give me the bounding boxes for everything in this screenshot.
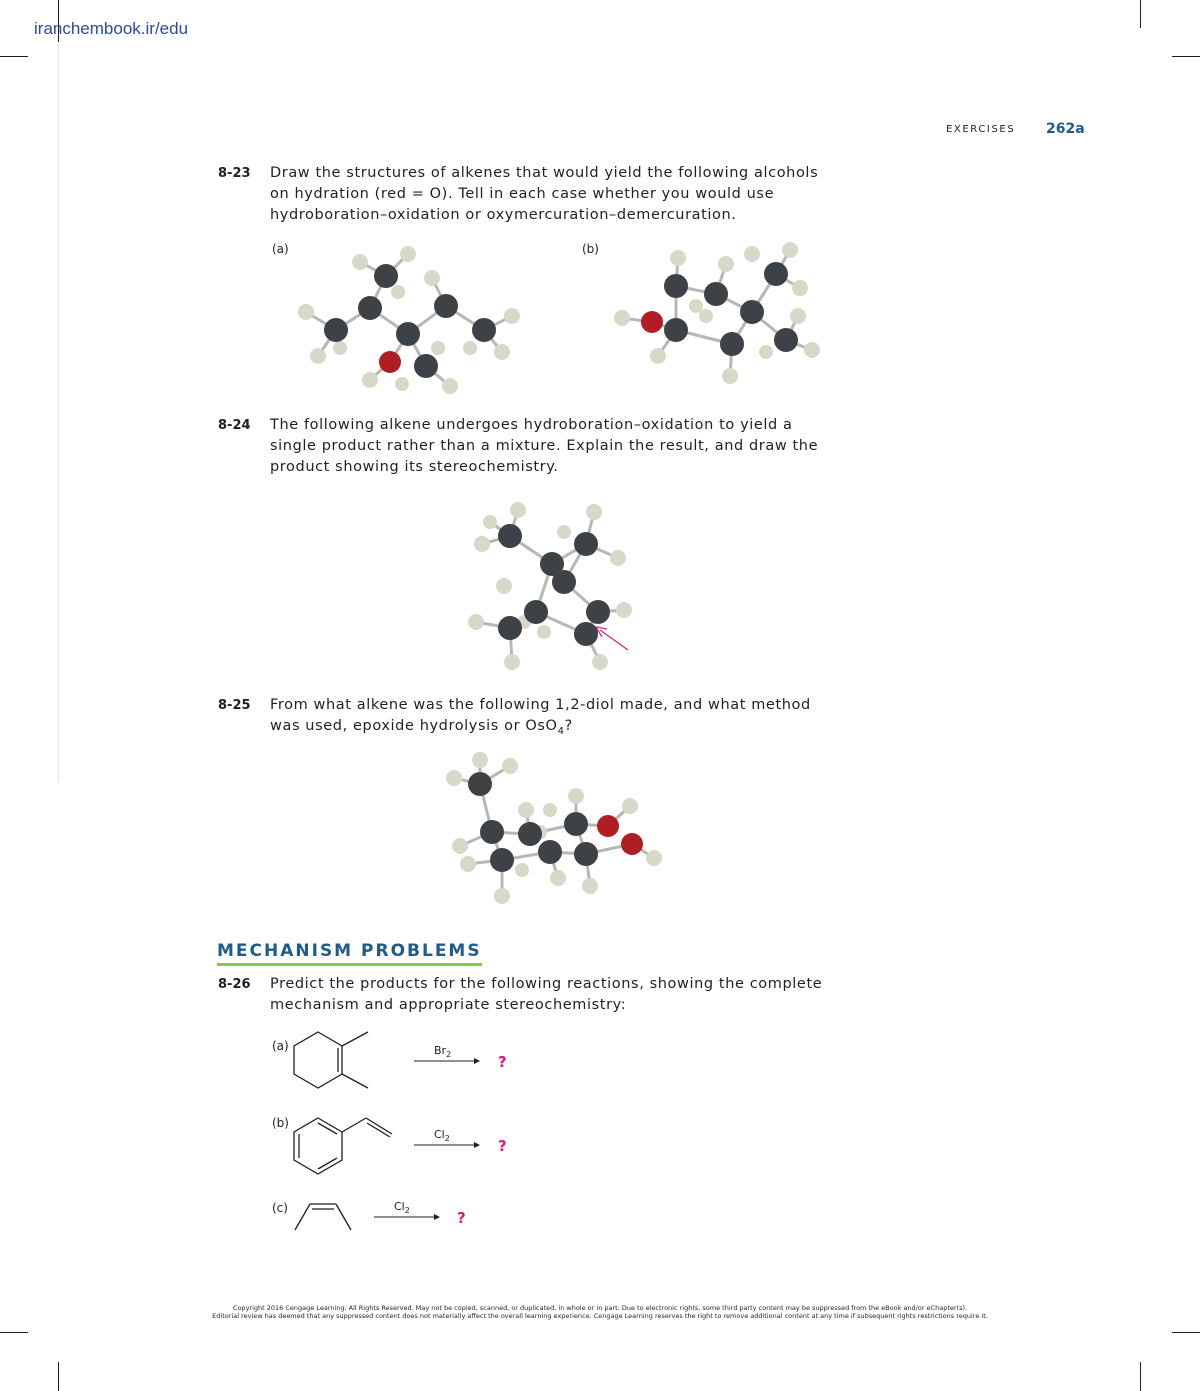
problem-text (270, 695, 833, 742)
problem-text (270, 974, 833, 1016)
running-head: EXERCISES (946, 124, 1016, 135)
crop-mark (1172, 1332, 1200, 1333)
text-line (270, 716, 833, 742)
footer-line: Editorial review has deemed that any suppressed content does not materially affect the overall learning experience. Cengage Learning reserves the right to remove additional content at any time if subsequent rights restrictions require it. (212, 1312, 988, 1320)
text-line: on hydration (red = O). Tell in each case whether you would use (270, 186, 775, 202)
section-heading: MECHANISM PROBLEMS (217, 941, 482, 966)
part-label: (a) (272, 242, 289, 256)
subscript: 4 (557, 725, 565, 737)
text-line: hydroboration–oxidation or oxymercuration–demercuration. (270, 207, 737, 223)
structure-styrene (290, 1112, 400, 1180)
molecule-model (290, 240, 530, 400)
part-label: (a) (272, 1039, 289, 1053)
watermark-link[interactable]: iranchembook.ir/edu (34, 19, 189, 38)
molecule-model (606, 240, 836, 390)
problem-number: 8-25 (218, 698, 251, 713)
problem-text (270, 163, 833, 226)
part-label: (b) (582, 242, 599, 256)
structure-methylcyclohexene (290, 1028, 380, 1092)
atoms (468, 502, 632, 670)
problem-number: 8-26 (218, 977, 251, 992)
subscript: 2 (404, 1206, 410, 1216)
reagent-label (434, 1128, 450, 1143)
question-mark: ? (498, 1137, 507, 1155)
crop-mark (1172, 56, 1200, 57)
question-mark: ? (498, 1053, 507, 1071)
text-segment: ? (564, 718, 573, 734)
text-line: Draw the structures of alkenes that would yield the following alcohols (270, 165, 819, 181)
text-line: product showing its stereochemistry. (270, 459, 559, 475)
part-label: (b) (272, 1116, 289, 1130)
reagent-text: Cl (434, 1128, 445, 1141)
text-segment: was used, epoxide hydrolysis or OsO (270, 718, 558, 734)
text-line: Predict the products for the following reactions, showing the complete (270, 976, 823, 992)
text-line: The following alkene undergoes hydroboration–oxidation to yield a (270, 417, 793, 433)
molecule-model (440, 752, 670, 912)
text-line: mechanism and appropriate stereochemistry: (270, 997, 627, 1013)
question-mark: ? (457, 1209, 466, 1227)
text-line: single product rather than a mixture. Explain the result, and draw the (270, 438, 819, 454)
arrow-pointer (600, 630, 628, 650)
structure-cis-2-butene (292, 1198, 356, 1234)
crop-mark (58, 1362, 59, 1391)
crop-mark (1140, 0, 1141, 28)
subscript: 2 (446, 1050, 452, 1060)
part-label: (c) (272, 1201, 288, 1215)
text-line: From what alkene was the following 1,2-diol made, and what method (270, 697, 811, 713)
reagent-text: Br (434, 1044, 447, 1057)
crop-mark (1140, 1362, 1141, 1391)
page-edge-line (58, 42, 59, 782)
subscript: 2 (444, 1134, 450, 1144)
problem-text (270, 415, 833, 478)
reagent-label (434, 1044, 451, 1059)
atoms (614, 242, 820, 384)
reagent-label (394, 1200, 410, 1215)
crop-mark (0, 1332, 28, 1333)
problem-number: 8-23 (218, 166, 251, 181)
copyright-footer (150, 1304, 1050, 1320)
problem-number: 8-24 (218, 418, 251, 433)
molecule-model (464, 496, 644, 676)
crop-mark (0, 56, 28, 57)
page-number: 262a (1046, 121, 1085, 137)
reagent-text: Cl (394, 1200, 405, 1213)
atoms (298, 246, 520, 394)
footer-line: Copyright 2016 Cengage Learning. All Rights Reserved. May not be copied, scanned, or duplicated, in whole or in part. Due to electronic rights, some third party content may be suppressed from the eBook and/or eChapter(s). (232, 1304, 968, 1312)
